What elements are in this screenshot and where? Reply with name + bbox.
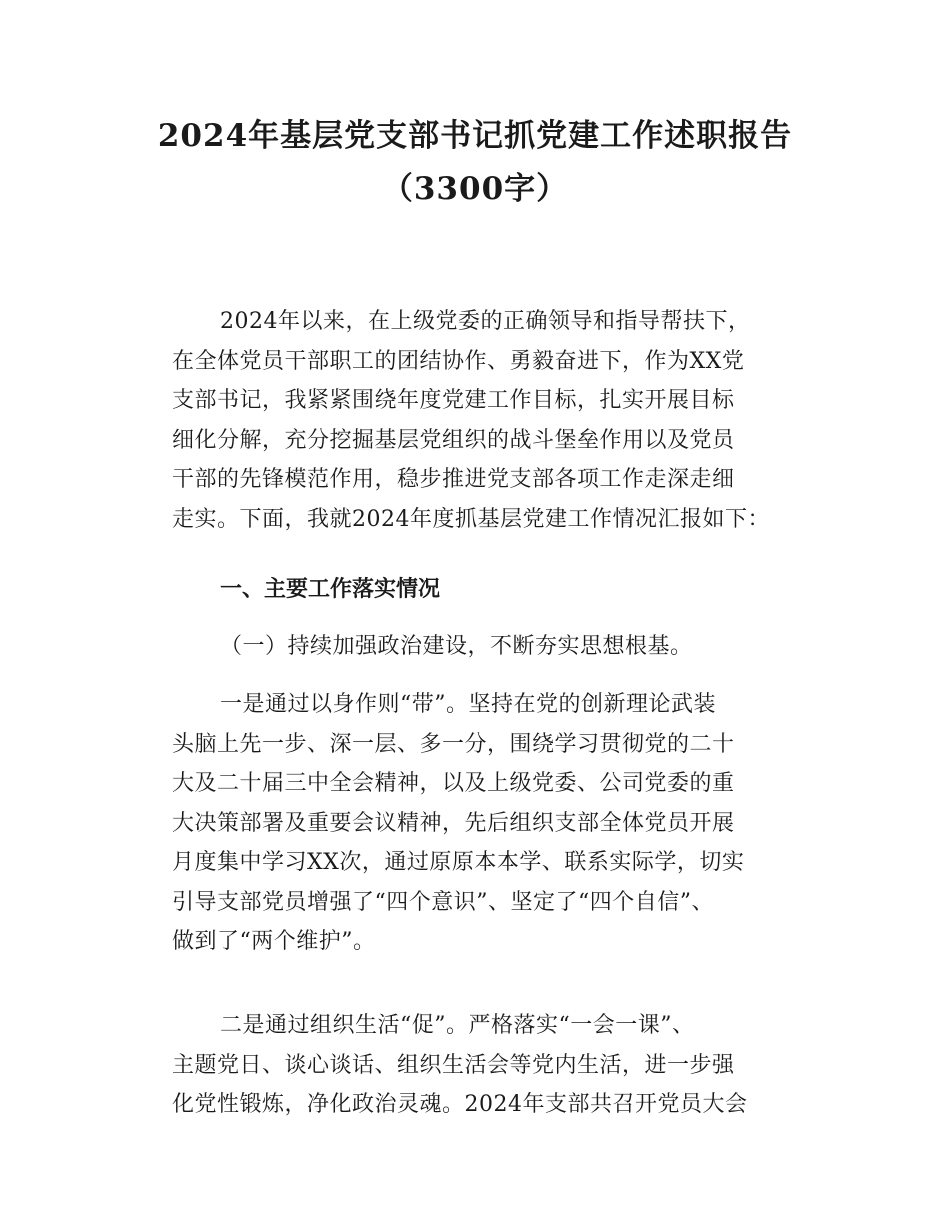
intro-line-1: 2024年以来，在上级党委的正确领导和指导帮扶下，	[220, 309, 751, 334]
intro-line-4: 细化分解，充分挖掘基层党组织的战斗堡垒作用以及党员	[172, 427, 735, 453]
paragraph-1	[172, 685, 812, 962]
para2-line-1: 二是通过组织生活“促”。严格落实“一会一课”、	[220, 1013, 695, 1038]
para1-line-4: 大决策部署及重要会议精神，先后组织支部全体党员开展	[172, 810, 735, 836]
paragraph-2	[172, 1006, 812, 1125]
document-title-line-1: 2024年基层党支部书记抓党建工作述职报告	[157, 118, 793, 154]
para1-line-1: 一是通过以身作则“带”。坚持在党的创新理论武装	[220, 692, 716, 717]
intro-paragraph	[172, 302, 812, 539]
para2-line-3: 化党性锻炼，净化政治灵魂。2024年支部共召开党员大会	[172, 1092, 748, 1117]
intro-line-3: 支部书记，我紧紧围绕年度党建工作目标，扎实开展目标	[172, 388, 735, 413]
document-title-line-2: （3300字）	[381, 171, 569, 207]
para1-line-7: 做到了“两个维护”。	[172, 929, 376, 954]
section-1-heading: 一、主要工作落实情况	[220, 577, 441, 602]
subsection-1-heading: （一）持续加强政治建设，不断夯实思想根基。	[220, 634, 693, 659]
para1-line-3: 大及二十届三中全会精神，以及上级党委、公司党委的重	[172, 771, 735, 796]
intro-line-6: 走实。下面，我就2024年度抓基层党建工作情况汇报如下：	[172, 506, 770, 532]
para1-line-6: 引导支部党员增强了“四个意识”、坚定了“四个自信”、	[172, 889, 714, 915]
intro-line-2: 在全体党员干部职工的团结协作、勇毅奋进下，作为XX党	[172, 348, 745, 374]
intro-line-5: 干部的先锋模范作用，稳步推进党支部各项工作走深走细	[172, 467, 735, 492]
para1-line-5: 月度集中学习XX次，通过原原本本学、联系实际学，切实	[172, 850, 745, 875]
para2-line-2: 主题党日、谈心谈话、组织生活会等党内生活，进一步强	[172, 1052, 735, 1078]
para1-line-2: 头脑上先一步、深一层、多一分，围绕学习贯彻党的二十	[172, 731, 735, 757]
